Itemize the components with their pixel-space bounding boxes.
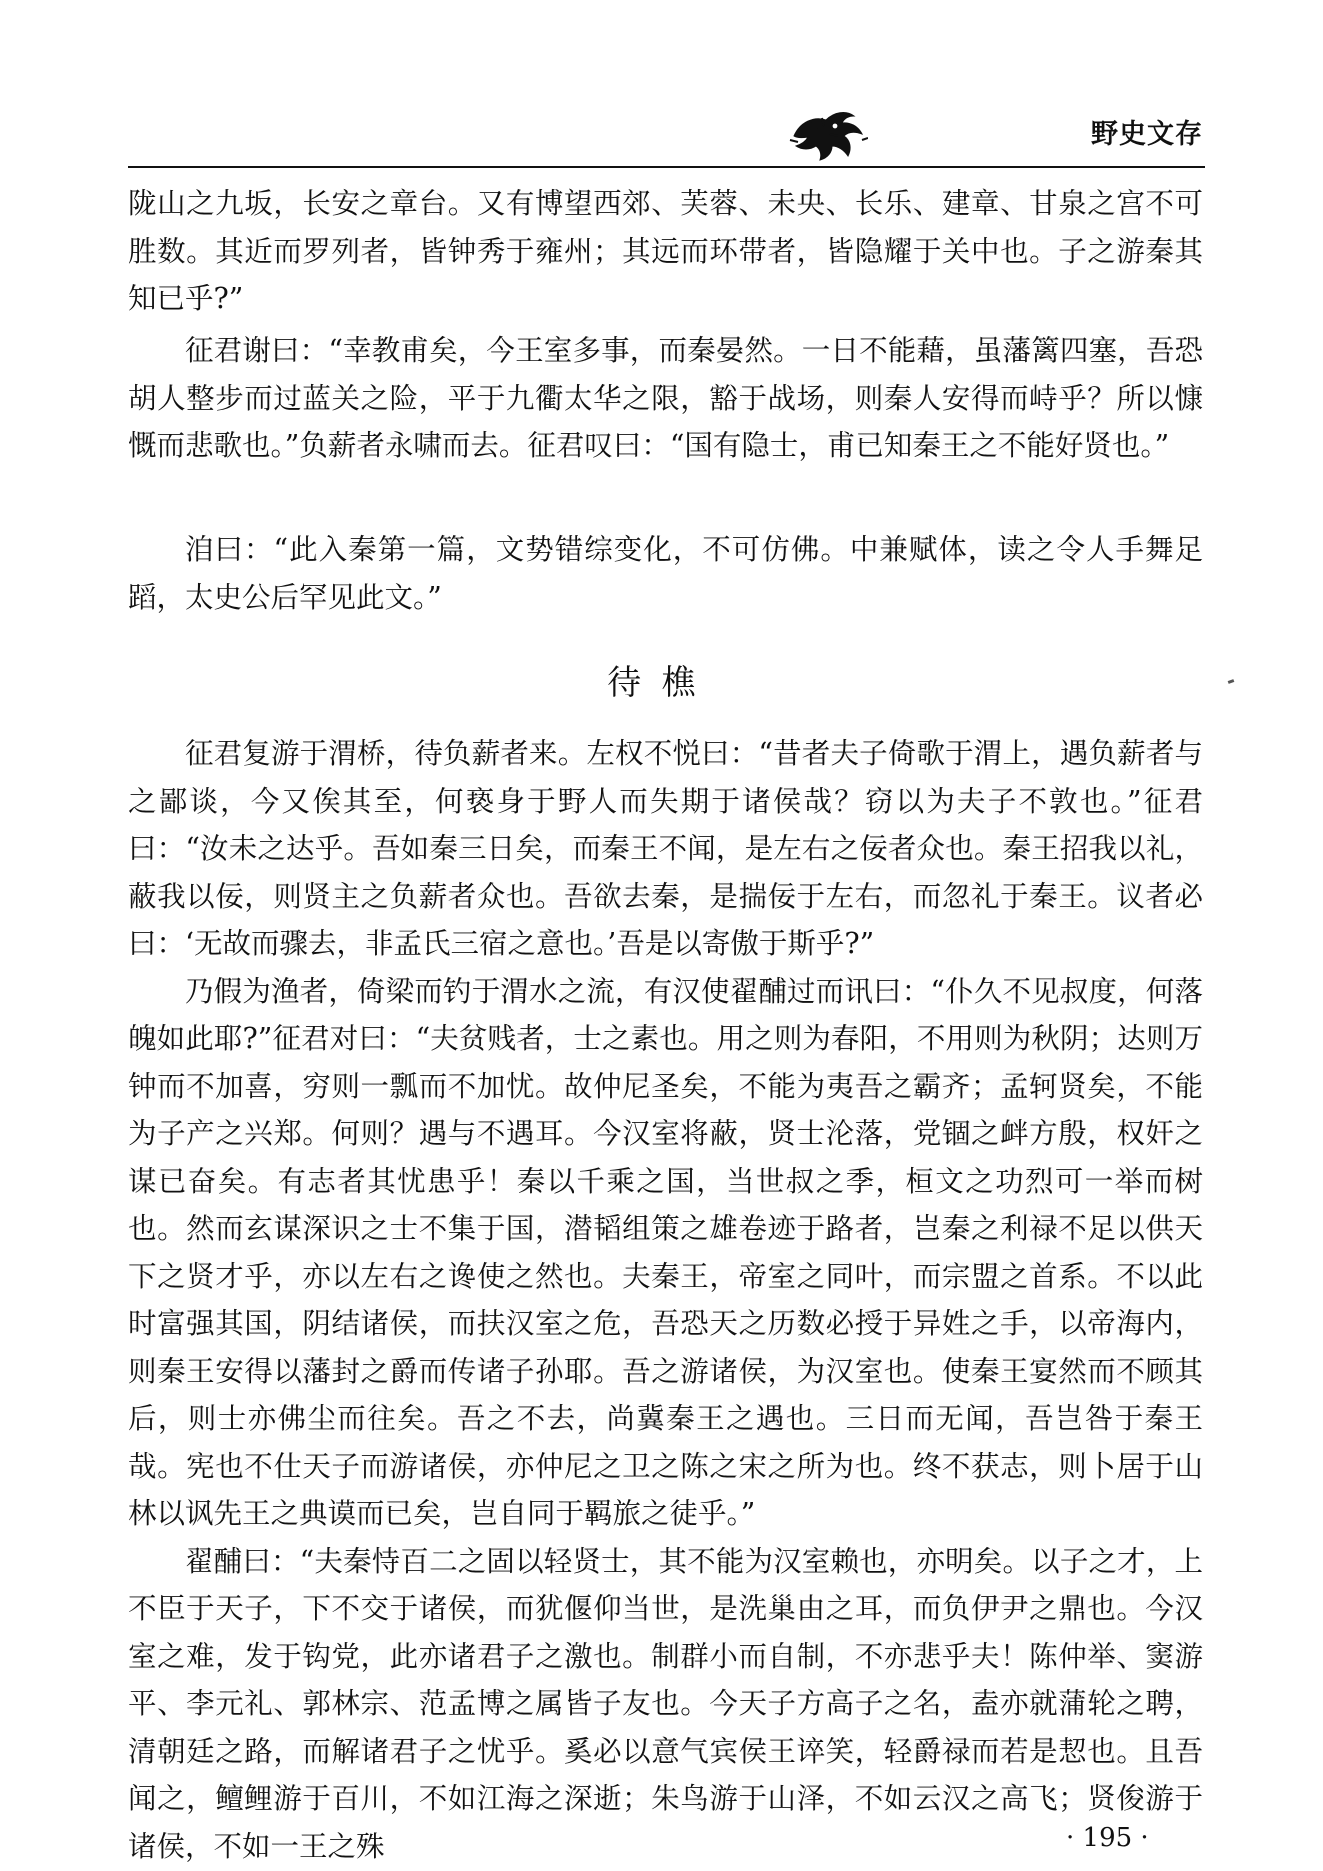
section-title: 待樵 (607, 663, 716, 703)
commentary-block (128, 526, 1203, 621)
paragraph: 征君谢曰：“幸教甫矣，今王室多事，而秦晏然。一日不能藉，虽藩篱四塞，吾恐胡人整步而过蓝关之险，平于九衢太华之限，豁于战场，则秦人安得而峙乎？所以慷慨而悲歌也。”负薪者永啸而去。征君叹曰：“国有隐士，甫已知秦王之不能好贤也。” (128, 334, 1203, 462)
commentary-paragraph: 洎曰：“此入秦第一篇，文势错综变化，不可仿佛。中兼赋体，读之令人手舞足蹈，太史公后罕见此文。” (128, 533, 1203, 614)
paragraph-continuation (128, 180, 1203, 323)
paragraph: 翟酺曰：“夫秦恃百二之固以轻贤士，其不能为汉室赖也，亦明矣。以子之才，上不臣于天子，下不交于诸侯，而犹偃仰当世，是洗巢由之耳，而负伊尹之鼎也。今汉室之难，发于钩党，此亦诸君子之激也。制群小而自制，不亦悲乎夫！陈仲举、窦游平、李元礼、郭林宗、范孟博之属皆子友也。今天子方高子之名，盍亦就蒲轮之聘，清朝廷之路，而解诸君子之忧乎。奚必以意气宾侯王谇笑，轻爵禄而若是恝也。且吾闻之，鳣鲤游于百川，不如江海之深逝；朱鸟游于山泽，不如云汉之高飞；贤俊游于诸侯，不如一王之殊 (128, 1544, 1203, 1863)
paragraph: 乃假为渔者，倚梁而钓于渭水之流，有汉使翟酺过而讯曰：“仆久不见叔度，何落魄如此耶?”征君对曰：“夫贫贱者，士之素也。用之则为春阳，不用则为秋阴；达则万钟而不加喜，穷则一瓢而不加忧。故仲尼圣矣，不能为夷吾之霸齐；孟轲贤矣，不能为子产之兴郑。何则？遇与不遇耳。今汉室将蔽，贤士沦落，党锢之衅方殷，权奸之谋已奋矣。有志者其忧患乎！秦以千乘之国，当世叔之季，桓文之功烈可一举而树也。然而玄谋深识之士不集于国，潜韬组策之雄卷迹于路者，岂秦之利禄不足以供天下之贤才乎，亦以左右之谗使之然也。夫秦王，帝室之同叶，而宗盟之首系。不以此时富强其国，阴结诸侯，而扶汉室之危，吾恐天之历数必授于异姓之手，以帝海内，则秦王安得以藩封之爵而传诸子孙耶。吾之游诸侯，为汉室也。使秦王宴然而不顾其后，则士亦佛尘而往矣。吾之不去，尚冀秦王之遇也。三日而无闻，吾岂咎于秦王哉。宪也不仕天子而游诸侯，亦仲尼之卫之陈之宋之所为也。终不获志，则卜居于山林以讽先王之典谟而已矣，岂自同于羁旅之徒乎。” (128, 974, 1203, 1530)
paragraph: 征君复游于渭桥，待负薪者来。左权不悦曰：“昔者夫子倚歌于渭上，遇负薪者与之鄙谈，今又俟其至，何亵身于野人而失期于诸侯哉？窃以为夫子不敦也。”征君曰：“汝未之达乎。吾如秦三日矣，而秦王不闻，是左右之佞者众也。秦王招我以礼，蔽我以佞，则贤主之负薪者众也。吾欲去秦，是揣佞于左右，而忽礼于秦王。议者必曰：‘无故而骤去，非孟氏三宿之意也。’吾是以寄傲于斯乎?” (128, 737, 1203, 960)
paragraph: 陇山之九坂，长安之章台。又有博望西郊、芙蓉、未央、长乐、建章、甘泉之宫不可胜数。其近而罗列者，皆钟秀于雍州；其远而环带者，皆隐耀于关中也。子之游秦其知已乎?” (128, 187, 1203, 315)
page-number: · 195 · (1066, 1823, 1149, 1853)
paragraph-block (128, 327, 1203, 470)
dragon-emblem-icon (788, 106, 868, 164)
header-rule (128, 166, 1205, 168)
section-body (128, 730, 1203, 1870)
running-header-title: 野史文存 (1091, 119, 1203, 150)
